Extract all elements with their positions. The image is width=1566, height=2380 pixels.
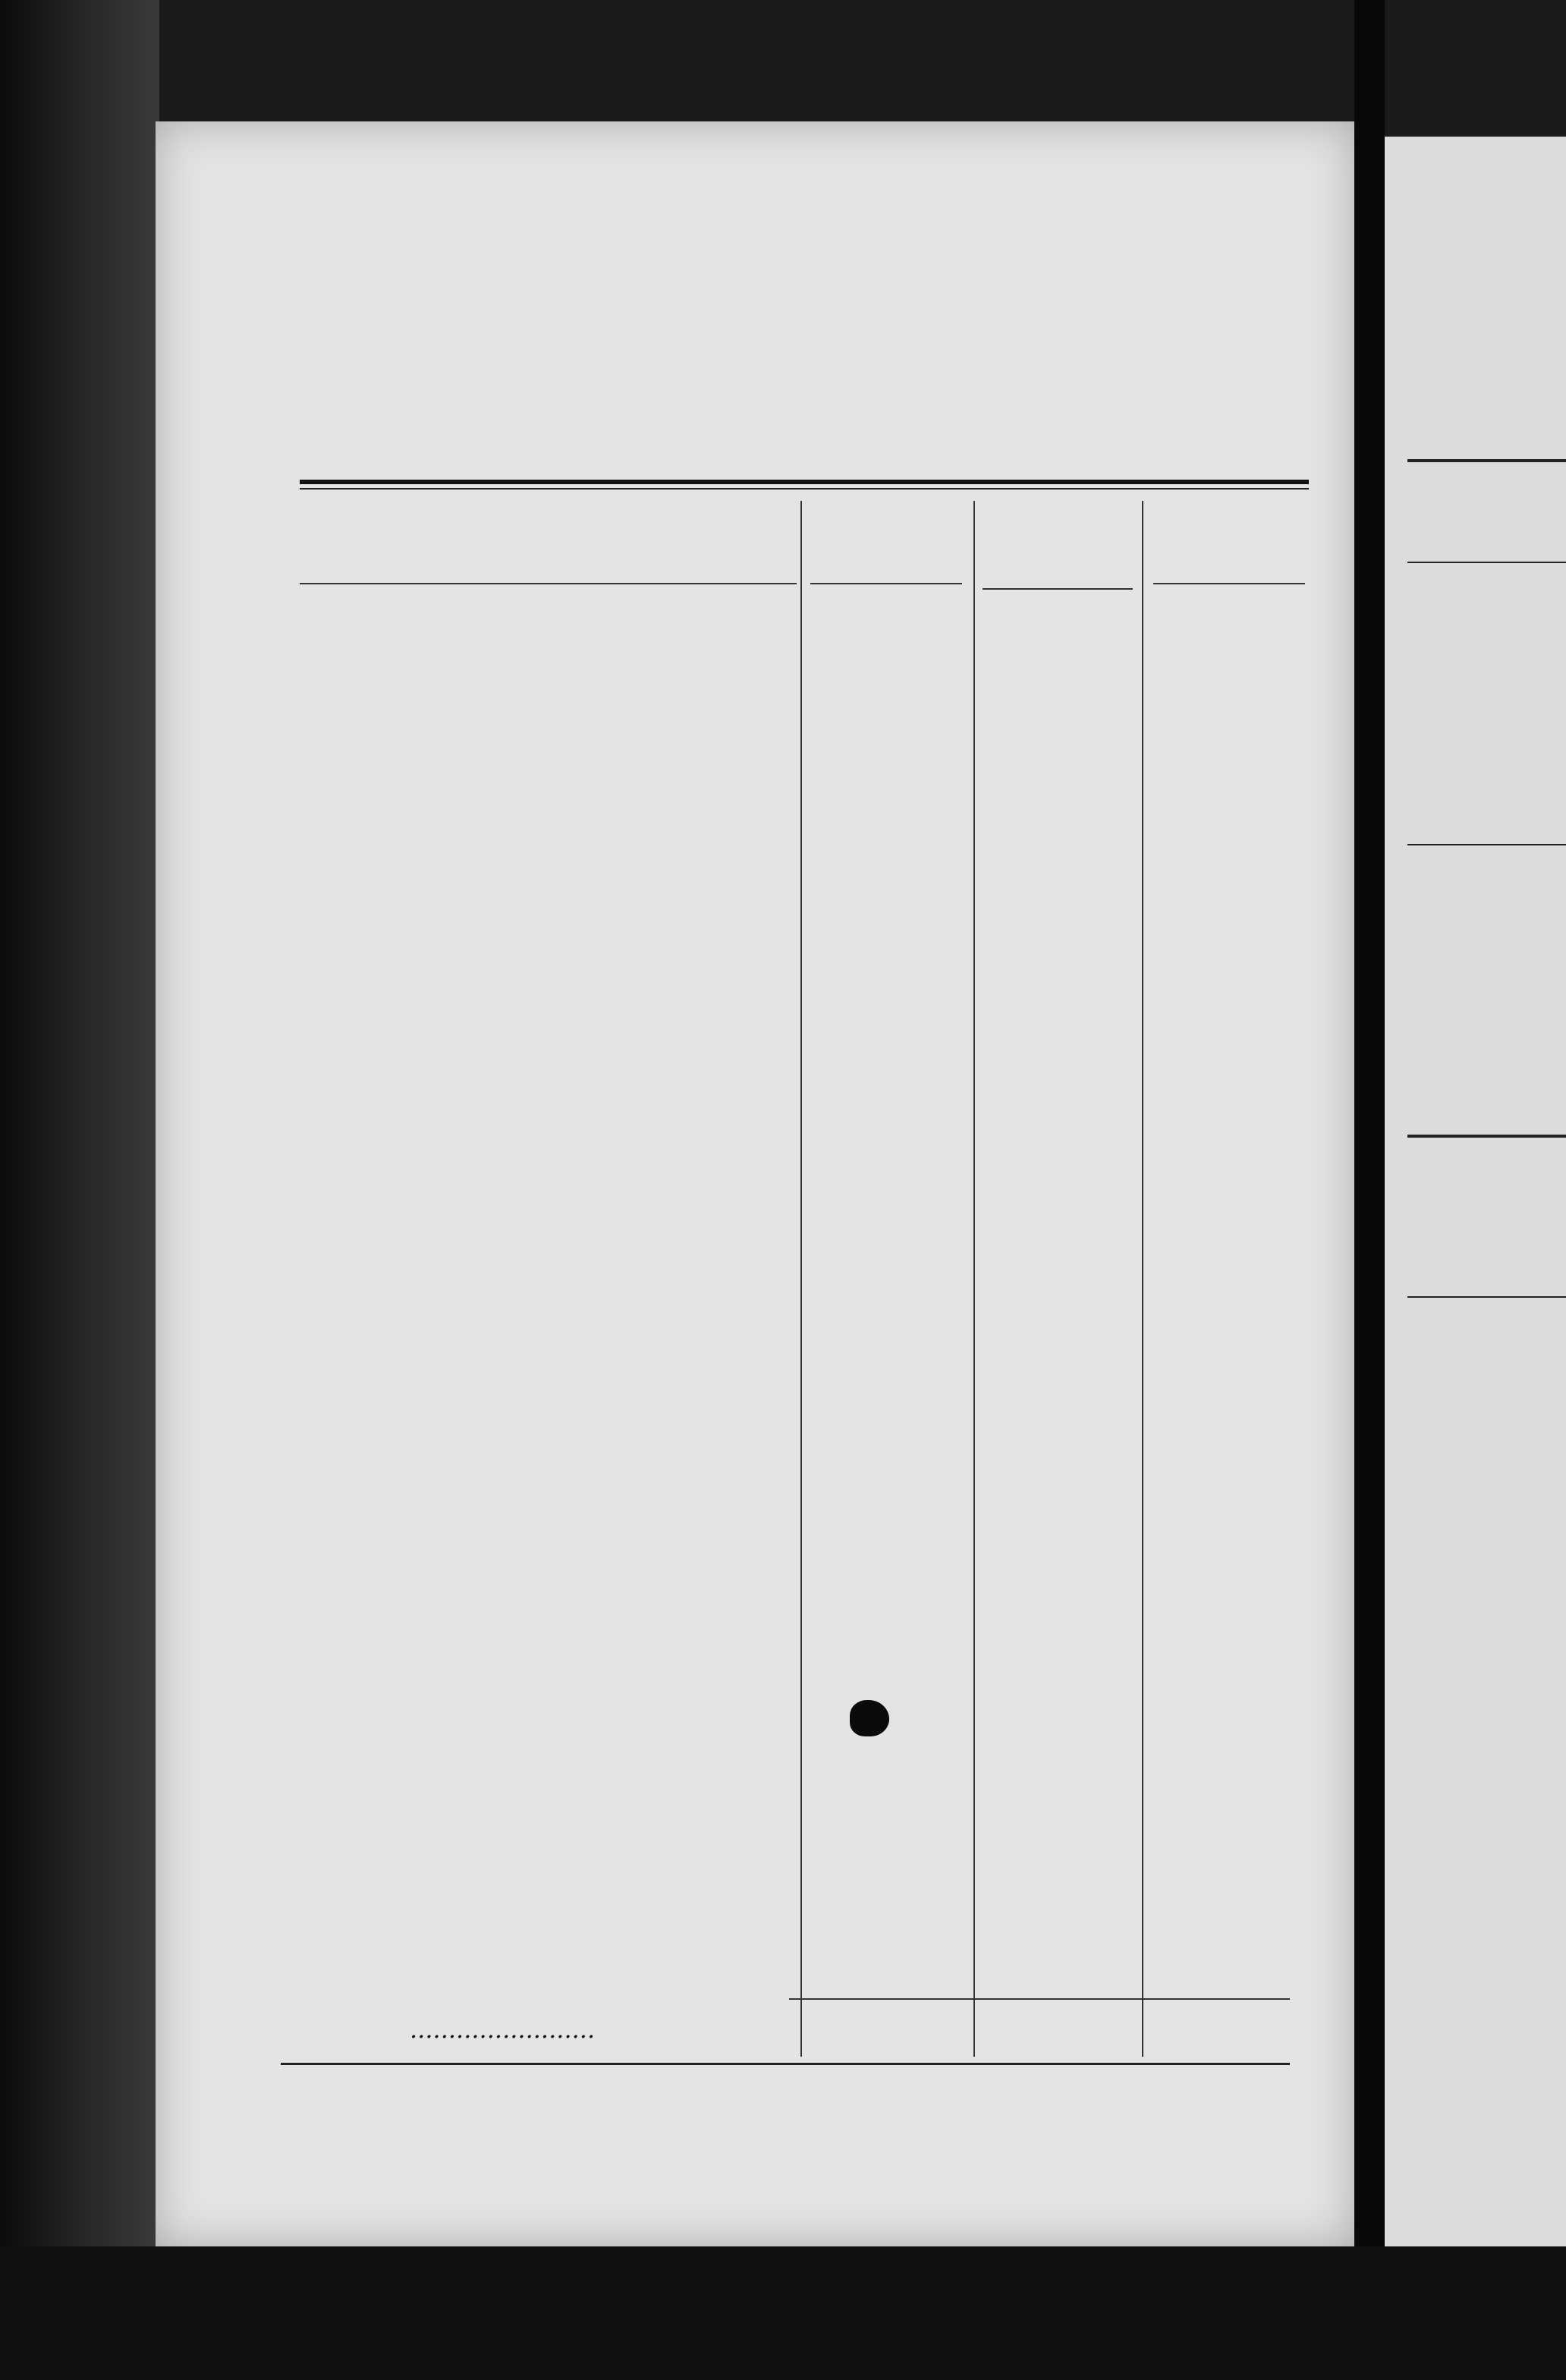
table-bottom-rule	[281, 2063, 1290, 2065]
ink-blot	[850, 1700, 889, 1736]
table-top-rule-thin	[300, 488, 1309, 490]
table-top-rule	[300, 480, 1309, 484]
header-underline-entries	[983, 588, 1133, 590]
header-underline-awarded	[1153, 583, 1305, 584]
facing-rule-2	[1407, 562, 1566, 563]
total-rule	[789, 1998, 1290, 2000]
facing-rule-3	[1407, 844, 1566, 845]
facing-rule-4	[1407, 1135, 1566, 1138]
header-underline-classes	[300, 583, 797, 584]
facing-page	[1385, 137, 1566, 2246]
total-label: ........................	[410, 2015, 596, 2044]
book-gutter	[1354, 0, 1385, 2380]
column-rule-1	[800, 501, 802, 2057]
book-spine-shadow	[0, 0, 159, 2380]
facing-rule-1	[1407, 459, 1566, 462]
column-rule-2	[973, 501, 975, 2057]
column-rule-3	[1142, 501, 1143, 2057]
facing-rule-5	[1407, 1296, 1566, 1298]
total-row	[281, 2015, 1297, 2045]
document-page	[156, 121, 1354, 2246]
statement-subtitle	[300, 378, 1316, 423]
header-underline-offered	[810, 583, 962, 584]
bottom-shadow	[0, 2246, 1566, 2380]
